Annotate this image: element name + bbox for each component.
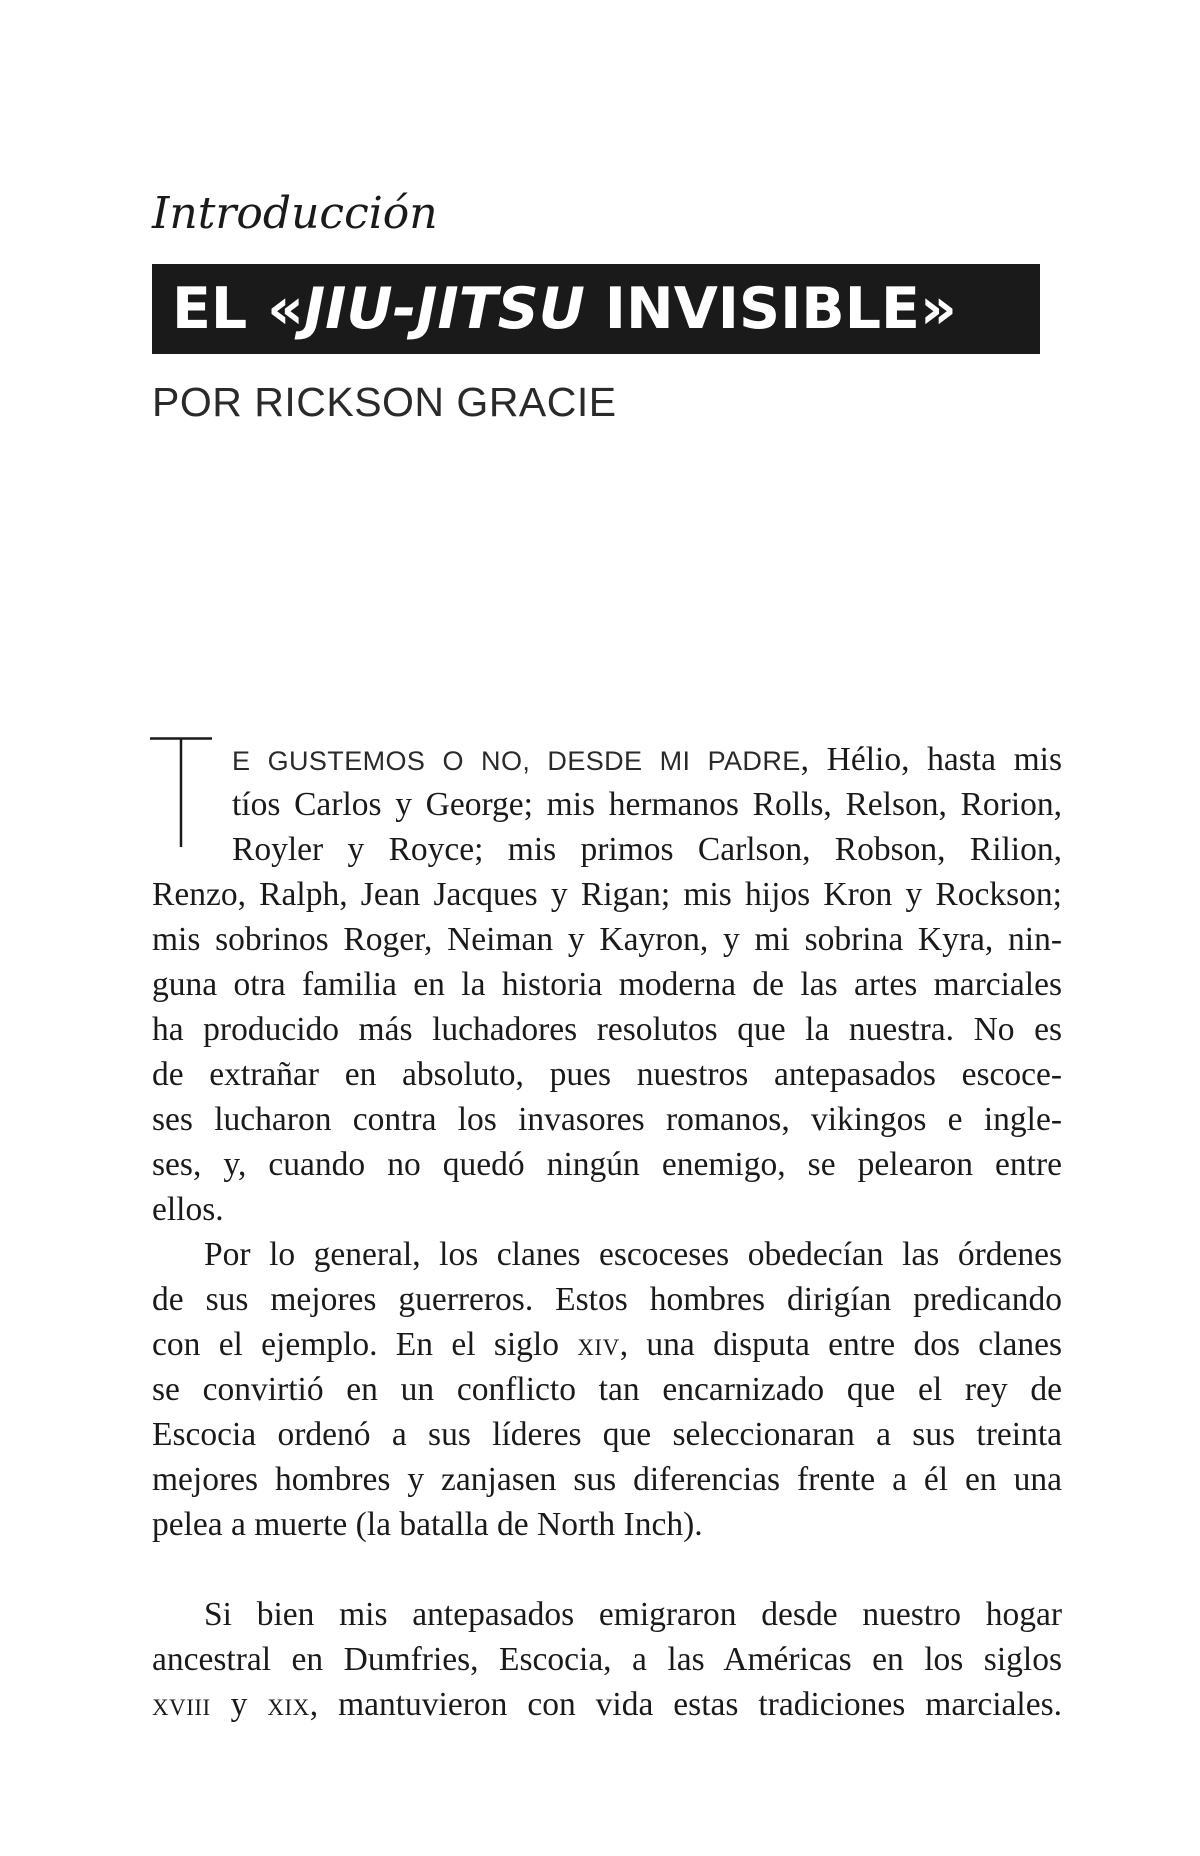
text-line	[152, 1682, 1062, 1728]
chapter-kicker: Introducción	[152, 188, 438, 239]
text-line: ses, y, cuando no quedó ningún enemigo, se pelearon entre	[152, 1146, 1062, 1183]
chapter-byline: POR RICKSON GRACIE	[152, 379, 617, 425]
text-line: de sus mejores guerreros. Estos hombres dirigían predicando	[152, 1281, 1062, 1318]
text-line: ancestral en Dumfries, Escocia, a las Américas en los siglos	[152, 1641, 1062, 1678]
text-line: guna otra familia en la historia moderna de las artes marciales	[152, 966, 1062, 1003]
text-line	[232, 737, 1062, 783]
text-line: pelea a muerte (la batalla de North Inch).	[152, 1506, 703, 1543]
text-line: ha producido más luchadores resolutos que la nuestra. No es	[152, 1011, 1062, 1048]
chapter-title-pre: EL «	[172, 276, 304, 342]
text-run: y	[210, 1686, 268, 1723]
chapter-title-post: INVISIBLE»	[584, 276, 957, 342]
text-line: mis sobrinos Roger, Neiman y Kayron, y mi sobrina Kyra, nin-	[152, 921, 1062, 958]
roman-numeral: xix	[267, 1686, 310, 1723]
text-line: Por lo general, los clanes escoceses obedecían las órdenes	[204, 1236, 1062, 1273]
text-line: ellos.	[152, 1191, 224, 1228]
text-run: , Hélio, hasta mis	[800, 741, 1062, 778]
text-line: mejores hombres y zanjasen sus diferencias frente a él en una	[152, 1461, 1062, 1498]
text-run: , una disputa entre dos clanes	[619, 1326, 1063, 1363]
roman-numeral: xviii	[152, 1686, 211, 1723]
text-run: , mantuvieron con vida estas tradiciones marciales.	[309, 1686, 1062, 1723]
small-caps-lead: E GUSTEMOS O NO, DESDE MI PADRE	[232, 746, 801, 776]
drop-cap-letter: T	[150, 737, 151, 738]
text-line: ses lucharon contra los invasores romanos, vikingos e ingle-	[152, 1101, 1062, 1138]
text-run: con el ejemplo. En el siglo	[152, 1326, 578, 1363]
text-line: Escocia ordenó a sus líderes que seleccionaran a sus treinta	[152, 1416, 1062, 1453]
chapter-title-bar	[152, 264, 1040, 354]
text-line: Si bien mis antepasados emigraron desde nuestro hogar	[204, 1596, 1062, 1633]
drop-cap	[150, 737, 214, 849]
drop-cap-glyph	[150, 737, 214, 849]
text-line: de extrañar en absoluto, pues nuestros antepasados escoce-	[152, 1056, 1062, 1093]
text-line	[152, 1322, 1062, 1368]
text-line: se convirtió en un conflicto tan encarnizado que el rey de	[152, 1371, 1062, 1408]
chapter-title-italic: JIU-JITSU	[303, 276, 585, 342]
chapter-title	[172, 264, 957, 354]
text-line: Royler y Royce; mis primos Carlson, Robson, Rilion,	[232, 831, 1062, 868]
text-line: tíos Carlos y George; mis hermanos Rolls, Relson, Rorion,	[232, 786, 1062, 823]
text-line: Renzo, Ralph, Jean Jacques y Rigan; mis hijos Kron y Rockson;	[152, 876, 1062, 913]
roman-numeral: xiv	[577, 1326, 620, 1363]
